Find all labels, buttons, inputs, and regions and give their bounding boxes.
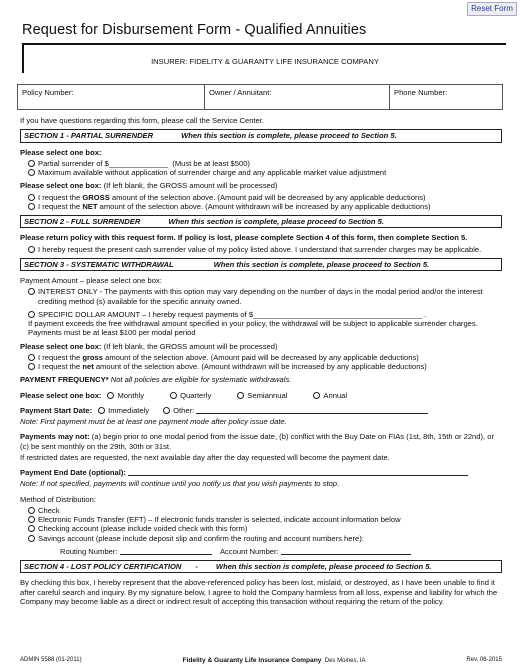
footer-city: Des Moines, IA [324,658,366,664]
s3-frequency-label: PAYMENT FREQUENCY* [20,375,109,385]
s3-net-post: amount of the selection above. (Amount withdrawn will be increased by any applicable deductions) [93,362,427,371]
radio-icon[interactable] [237,392,244,399]
policy-info-row [17,84,503,110]
radio-icon[interactable] [28,194,35,201]
s1-partial-min: (Must be at least $500) [172,158,250,168]
s3-freq-select-label: Please select one box: [20,390,102,400]
radio-icon[interactable] [98,407,105,414]
s3-method-label: Method of Distribution: [20,494,96,504]
routing-account-row [20,547,502,556]
s1-select2-note: (If left blank, the GROSS amount will be processed) [103,181,278,191]
s3-net-pre: I request the [38,362,83,371]
s1-partial-option[interactable] [20,159,502,168]
method-eft-label: Electronic Funds Transfer (EFT) – If electronic funds transfer is selected, indicate account information below [38,515,401,524]
s3-gross-pre: I request the [38,352,83,362]
routing-number-input[interactable] [120,554,212,555]
insurer-name: INSURER: FIDELITY & GUARANTY LIFE INSURANCE COMPANY [151,57,379,66]
start-other-label: Other: [173,405,195,415]
s3-restricted: If restricted dates are requested, the next available day after the day requested will become the payment date. [20,452,390,462]
start-immediately-label: Immediately [108,405,150,415]
radio-icon[interactable] [28,535,35,542]
method-check-option[interactable] [20,506,502,515]
radio-icon[interactable] [28,516,35,523]
s1-partial-amount-blank[interactable]: ______________ [108,158,169,168]
routing-label: Routing Number: [60,546,118,556]
section-3-note: When this section is complete, please proceed to Section 5. [213,259,430,269]
s1-gross-post: amount of the selection above. (Amount paid will be decreased by any applicable deductions) [109,192,426,202]
radio-icon[interactable] [107,392,114,399]
section-3-title: SECTION 3 - SYSTEMATIC WITHDRAWAL [24,259,174,269]
s3-end-date-row [20,468,502,477]
s3-gross-post: amount of the selection above. (Amount paid will be decreased by any applicable deductions) [103,352,419,362]
s3-net-option[interactable] [20,362,502,371]
section-3-header [20,258,502,271]
radio-icon[interactable] [28,160,35,167]
policy-number-field[interactable]: Policy Number: [18,85,205,109]
freq-semiannual-label: Semiannual [247,390,288,400]
s3-frequency-options [20,391,502,400]
s1-net-option[interactable] [20,202,502,211]
s1-maximum-label: Maximum available without application of surrender charge and any applicable market value adjustment [38,168,387,177]
s2-full-option[interactable] [20,245,502,254]
section-4-header [20,560,502,573]
freq-annual-label: Annual [323,390,348,400]
section-1-header [20,129,502,142]
radio-icon[interactable] [163,407,170,414]
section-2-title: SECTION 2 - FULL SURRENDER [24,217,141,226]
s3-specific-amount-blank[interactable]: ________________________________________ [253,309,423,319]
freq-quarterly-label: Quarterly [180,390,212,400]
s3-net-bold: net [82,362,94,371]
radio-icon[interactable] [28,354,35,361]
insurer-box [22,43,506,73]
radio-icon[interactable] [28,311,35,318]
freq-monthly-option[interactable] [107,391,144,400]
method-check-label: Check [38,505,60,515]
footer [20,657,502,665]
s3-frequency-note: Not all policies are eligible for systematic withdrawals. [108,375,292,385]
footer-form-id: ADMIN 5588 (01-2011) [20,657,82,663]
section-4-title: SECTION 4 - LOST POLICY CERTIFICATION [24,562,182,571]
phone-number-field[interactable]: Phone Number: [394,88,448,97]
s3-gross-bold: gross [82,352,104,362]
radio-icon[interactable] [170,392,177,399]
s1-maximum-option[interactable] [20,168,502,177]
freq-annual-option[interactable] [313,391,347,400]
s1-net-bold: NET [82,201,98,211]
start-other-input[interactable] [196,413,428,414]
radio-icon[interactable] [28,507,35,514]
freq-quarterly-option[interactable] [170,391,211,400]
section-4-dash: - [195,562,198,571]
owner-annuitant-field[interactable]: Owner / Annuitant: [205,85,390,109]
method-checking-option[interactable] [20,524,502,533]
section-2-note: When this section is complete, please proceed to Section 5. [168,217,384,226]
s3-select-label: Please select one box: [20,341,102,351]
radio-icon[interactable] [313,392,320,399]
s3-start-date-row [20,406,502,415]
s3-select-note: (If left blank, the GROSS amount will be processed) [103,341,278,351]
page-title: Request for Disbursement Form - Qualified Annuities [22,22,367,38]
s1-select-label: Please select one box: [20,147,102,157]
s4-text: By checking this box, I hereby represent that the above-referenced policy has been lost, mislaid, or destroyed, as I have been unable to find it after careful search and inquiry. By my signature below, I agree to hold the Company harmless from all loss, expense and liability for which the Company may become liable as a direct or indirect result of accepting this transaction without requiring the return of the policy. [20,578,498,606]
s3-may-not-text: (a) begin prior to one modal period from the issue date, (b) conflict with the Buy Date on FIAs (1st, 8th, 15th or 22nd), or (c) be sent monthly on the 29th, 30th or 31st. [20,432,495,451]
method-checking-label: Checking account (please include voided check with this form) [38,524,248,534]
radio-icon[interactable] [28,288,35,295]
s2-return-policy: Please return policy with this request form. If policy is lost, please complete Section 4 of this form, then complete Section 5. [20,233,468,243]
s1-partial-label: Partial surrender of $ [38,158,109,168]
s1-gross-option[interactable] [20,193,502,202]
s1-net-post: amount of the selection above. (Amount withdrawn will be increased by any applicable deductions) [97,201,431,211]
s3-end-note: Note: If not specified, payments will continue until you notify us that you wish payments to stop. [20,479,340,489]
s3-interest-label: INTEREST ONLY - The payments with this option may vary depending on the number of days in the modal period and/or the interest crediting method (s) available for the specific annuity owned. [38,287,483,306]
start-other-option[interactable] [163,406,428,415]
s3-specific-label: SPECIFIC DOLLAR AMOUNT – I hereby request payments of $ [38,309,254,319]
start-immediately-option[interactable] [98,406,149,415]
questions-line: If you have questions regarding this form, please call the Service Center. [20,116,264,125]
account-number-input[interactable] [281,554,411,555]
method-savings-option[interactable] [20,534,502,543]
section-4-note: When this section is complete, please proceed to Section 5. [215,562,432,571]
section-1-title: SECTION 1 - PARTIAL SURRENDER [24,131,154,141]
freq-monthly-label: Monthly [117,390,145,400]
account-label: Account Number: [219,546,279,556]
s3-payment-amount: Payment Amount – please select one box: [20,276,162,285]
radio-icon[interactable] [28,169,35,176]
s3-end-label: Payment End Date (optional): [20,468,126,477]
method-eft-option[interactable] [20,515,502,524]
footer-revision: Rev. 06-2015 [466,657,502,663]
s3-may-not-label: Payments may not: [20,432,90,442]
section-1-note: When this section is complete, please proceed to Section 5. [181,131,397,141]
s3-may-not-row [20,432,502,451]
form-content [20,116,502,608]
freq-semiannual-option[interactable] [237,391,287,400]
s3-start-label: Payment Start Date: [20,405,93,415]
s1-gross-pre: I request the [38,192,83,202]
end-date-input[interactable] [128,475,468,476]
radio-icon[interactable] [28,203,35,210]
s1-select2-label: Please select one box: [20,181,102,191]
method-savings-label: Savings account (please include deposit slip and confirm the routing and account numbers here): [38,533,364,543]
s2-full-label: I hereby request the present cash surrender value of my policy listed above. I understand that surrender charges may be applicable. [38,244,482,254]
s3-interest-option[interactable] [20,287,502,306]
radio-icon[interactable] [28,525,35,532]
footer-company: Fidelity & Guaranty Life Insurance Company [182,657,322,664]
s3-specific-note: If payment exceeds the free withdrawal amount specified in your policy, the withdrawal will be subject to applicable surrender charges. Payments must be at least $100 per modal period [28,319,478,338]
s3-start-note: Note: First payment must be at least one payment mode after policy issue date. [20,417,287,426]
radio-icon[interactable] [28,246,35,253]
reset-form-button[interactable]: Reset Form [467,2,517,16]
section-2-header [20,215,502,228]
s3-gross-option[interactable] [20,353,502,362]
s1-net-pre: I request the [38,201,83,211]
s3-specific-option[interactable]: SPECIFIC DOLLAR AMOUNT – I hereby request payments of $________________________________________ . [20,310,502,319]
s1-gross-bold: GROSS [82,192,110,202]
radio-icon[interactable] [28,363,35,370]
